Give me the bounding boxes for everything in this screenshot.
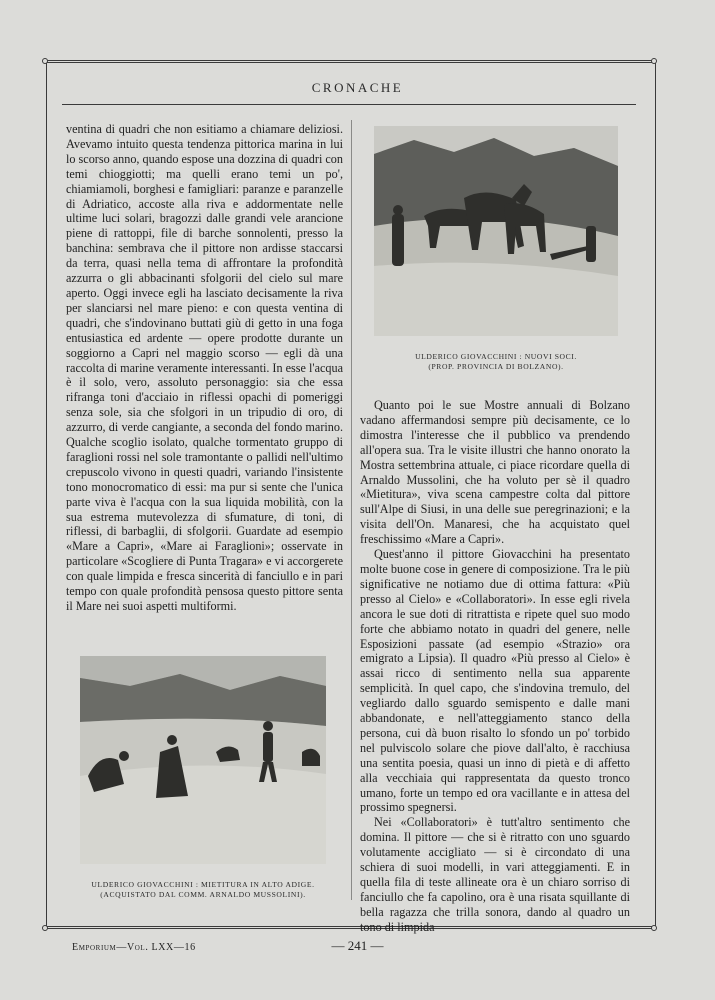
corner-ornament-top-right — [651, 58, 657, 64]
column-divider — [351, 120, 352, 900]
right-column-text — [360, 398, 630, 935]
caption-nuovi-soci-line1: ULDERICO GIOVACCHINI : NUOVI SOCI. — [415, 352, 577, 361]
painting-mietitura-image — [80, 656, 326, 864]
right-border-rule — [655, 62, 656, 928]
left-column-paragraph: ventina di quadri che non esitiamo a chiamare deliziosi. Avevamo intuito questa tendenza pittorica marina in lui lo scorso anno, quando espose una dozzina di quadri con temi chioggiotti; ma quelli erano temi un po', chiamiamoli, borghesi e famigliari: paranze e paranzelle di Adriatico, accoste alla riva e addormentate nelle ultime luci solari, bragozzi dalle grandi vele arancione piene di rattoppi, file di barche sonnolenti, presso la banchina: sembrava che il pittore non ardisse staccarsi da terra, quasi nella tema di affrontare la profondità azzurra o gli abbacinanti sfolgorii del cielo sul mare aperto. Oggi invece egli ha lasciato decisamente la riva per slanciarsi nel mare pieno: e con questa ventina di quadri, che s'indovinano buttati giù di getto in una foga entusiastica ed ardente — opere prodotte durante un soggiorno a Capri nel maggio scorso — egli dà una raccolta di marine veramente interessanti. In esse l'acqua è il solo, vero, assoluto personaggio: sia che essa rifranga toni d'acciaio in riflessi opachi di pomeriggi senza sole, sia che sfolgori in un tripudio di oro, di azzurro, di verde cangiante, a seconda del fondo marino. Qualche scoglio isolato, qualche tormentato gruppo di faraglioni rossi nel sole tramontante o pallidi nell'ultimo crepuscolo vivono in questi quadri, variando l'insistente tono monocromatico di essi: ma pur si sente che l'unica parte viva è l'acqua con la sua liquida mobilità, con la sua estrema mutevolezza di sfumature, di toni, di riflessi, di barbaglii, di sfolgorii. Guardate ad esempio «Mare a Capri», «Mare ai Faraglioni»; osservate in particolare «Scogliere di Punta Tragara» e vi accorgerete con quale limpida e fresca sincerità di fanciullo e in pari tempo con quale profondità pensosa questo pittore senta il Mare nei suoi aspetti multiformi. — [66, 122, 343, 613]
caption-mietitura — [72, 880, 334, 900]
top-border-rule — [46, 60, 656, 63]
page-number: — 241 — — [331, 938, 384, 953]
caption-nuovi-soci — [374, 352, 618, 372]
painting-nuovi-soci-image — [374, 126, 618, 336]
right-paragraph-1: Quanto poi le sue Mostre annuali di Bolzano vadano affermandosi sempre più decisamente, ce lo dimostra l'interesse che il pubblico va prendendo all'opera sua. Tra le visite illustri che hanno onorato la Mostra settembrina attuale, ci piace ricordare quella di Arnaldo Mussolini, che ha voluto per sè il quadro «Mietitura», viva scena campestre colta dal pittore sull'Alpe di Siusi, in una delle sue peregrinazioni; e la visita dell'On. Manaresi, che ha acquistato quel freschissimo «Mare a Capri». — [360, 398, 630, 547]
caption-mietitura-line2: (ACQUISTATO DAL COMM. ARNALDO MUSSOLINI). — [100, 890, 306, 899]
right-paragraph-2: Quest'anno il pittore Giovacchini ha presentato molte buone cose in genere di composizione. Tra le più significative ne notiamo due di ottima fattura: «Più presso al Cielo» e «Collaboratori». In esse egli rivela ancora le sue doti di ritrattista e ripete quel suo modo forte che abbiamo notato in quadri del genere, nelle Esposizioni passate (ad esempio «Strazio» ora emigrato a Lipsia). Il quadro «Più presso al Cielo» è assai ricco di sentimento nella sua apparente semplicità. In quel capo, che s'indovina tremulo, del vegliardo dallo sguardo semispento e dalle mani abbandonate, e nell'atteggiamento stanco della persona, cui dà buon risalto lo sfondo un po' torbido nel pulviscolo solare che piove dall'alto, è racchiusa una sentita poesia, quasi un inno di pietà e di affetto alla vecchiaia qui rappresentata da questo tronco umano, forte un tempo ed ora vacillante e in attesa del prossimo spegnersi. — [360, 547, 630, 815]
painting-mietitura — [80, 656, 326, 864]
caption-mietitura-line1: ULDERICO GIOVACCHINI : MIETITURA IN ALTO ADIGE. — [91, 880, 315, 889]
corner-ornament-bottom-right — [651, 925, 657, 931]
corner-ornament-top-left — [42, 58, 48, 64]
footer-publication-text: Emporium—Vol. LXX—16 — [72, 942, 196, 953]
left-column-text — [66, 122, 343, 614]
left-border-rule — [46, 62, 47, 928]
caption-nuovi-soci-line2: (PROP. PROVINCIA DI BOLZANO). — [428, 362, 564, 371]
right-paragraph-3: Nei «Collaboratori» è tutt'altro sentimento che domina. Il pittore — che si è ritratto con uno sguardo volutamente accigliato — si è circondato di una schiera di suoi modelli, in vari atteggiamenti. E in quella fila di teste allineate ora è un chiaro sorriso di fanciullo che fa capolino, ora è una risata squillante di bella ragazza che trilla sonora, dando al quadro un tono di limpida — [360, 815, 630, 934]
painting-nuovi-soci — [374, 126, 618, 336]
corner-ornament-bottom-left — [42, 925, 48, 931]
page-header-title: CRONACHE — [311, 80, 404, 95]
header-underline — [62, 104, 636, 105]
